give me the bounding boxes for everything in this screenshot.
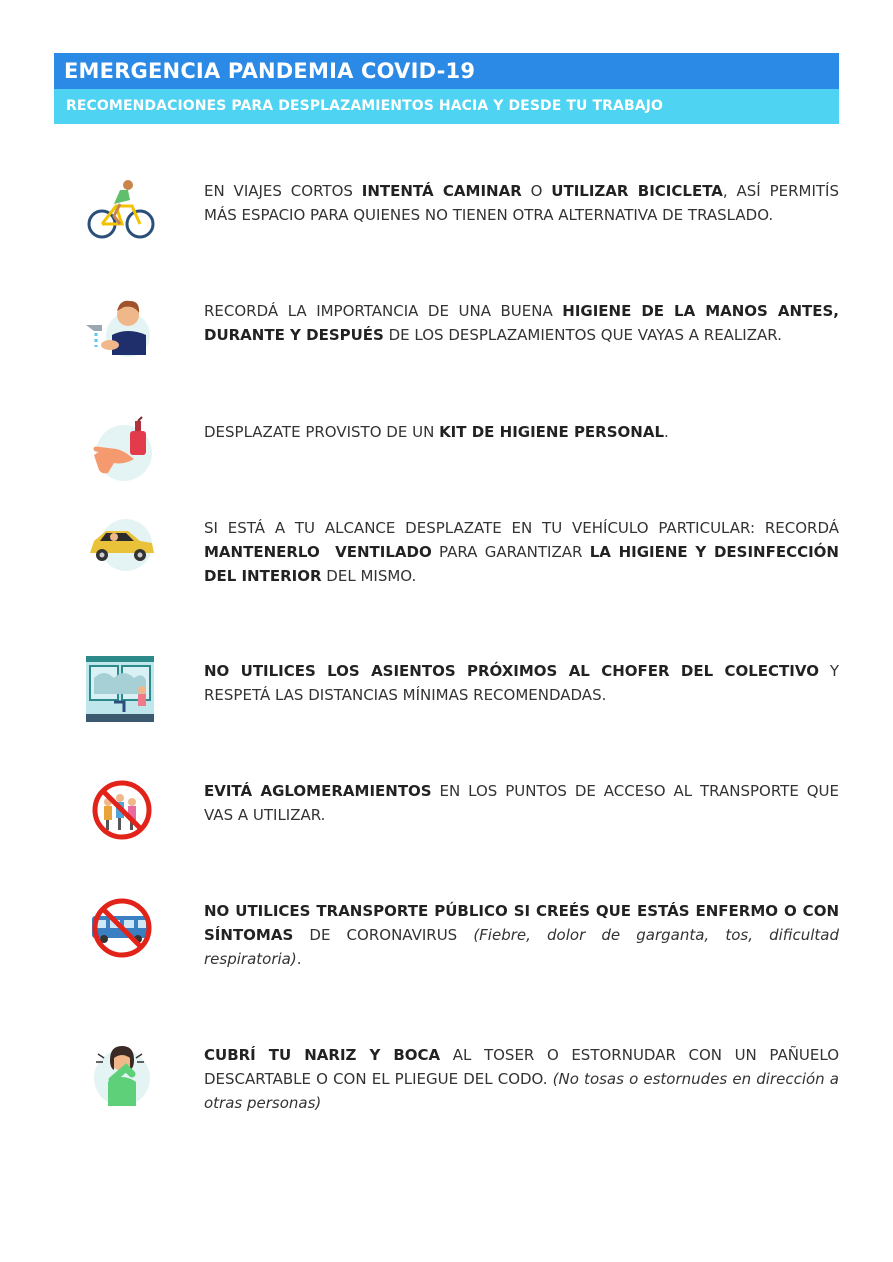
no-crowds-icon: [84, 776, 158, 846]
bold-segment: NO UTILICES TRANSPORTE PÚBLICO SI CREÉS QUE ESTÁS ENFERMO O CON SÍNTOMAS: [204, 902, 845, 944]
hand-sanitizer-icon: [84, 413, 158, 483]
header: [54, 53, 839, 124]
recommendation-text: [204, 1043, 844, 1115]
text-segment: Y RESPETÁ LAS DISTANCIAS MÍNIMAS RECOMENDADAS.: [204, 662, 844, 704]
recommendation-text: [204, 779, 844, 827]
bold-segment: CUBRÍ TU NARIZ Y BOCA: [204, 1046, 441, 1064]
text-segment: O: [521, 182, 552, 200]
bold-segment: UTILIZAR BICICLETA: [551, 182, 723, 200]
text-segment: SI ESTÁ A TU ALCANCE DESPLAZATE EN TU VEHÍCULO PARTICULAR: RECORDÁ: [204, 519, 844, 537]
cough-into-elbow-icon: [84, 1040, 158, 1110]
recommendation-text: [204, 899, 845, 971]
recommendation-text: [204, 659, 844, 707]
text-segment: .: [296, 950, 302, 968]
text-segment: PARA GARANTIZAR: [431, 543, 590, 561]
italic-segment: (Fiebre, dolor de garganta, tos, dificultad respiratoria): [204, 926, 844, 968]
page-subtitle: RECOMENDACIONES PARA DESPLAZAMIENTOS HACIA Y DESDE TU TRABAJO: [54, 89, 839, 124]
cyclist-icon: [84, 176, 158, 246]
text-segment: DESPLAZATE PROVISTO DE UN: [204, 423, 440, 441]
bold-segment: KIT DE HIGIENE PERSONAL: [439, 423, 665, 441]
text-segment: EN LOS PUNTOS DE ACCESO AL TRANSPORTE QUE VAS A UTILIZAR.: [204, 782, 844, 824]
bus-interior-icon: [84, 654, 158, 724]
car-icon: [84, 511, 158, 581]
bold-segment: EVITÁ AGLOMERAMIENTOS: [204, 782, 432, 800]
text-segment: RECORDÁ LA IMPORTANCIA DE UNA BUENA: [204, 302, 563, 320]
page-title: EMERGENCIA PANDEMIA COVID-19: [54, 53, 839, 89]
recommendation-text: [204, 299, 845, 347]
bold-segment: NO UTILICES LOS ASIENTOS PRÓXIMOS AL CHOFER DEL COLECTIVO: [204, 662, 819, 680]
text-segment: DEL MISMO.: [321, 567, 417, 585]
text-segment: AL TOSER O ESTORNUDAR CON UN PAÑUELO DESCARTABLE O CON EL PLIEGUE DEL CODO.: [204, 1046, 844, 1088]
text-segment: , ASÍ PERMITÍS MÁS ESPACIO PARA QUIENES NO TIENEN OTRA ALTERNATIVA DE TRASLADO.: [204, 182, 844, 224]
recommendation-text: [204, 516, 845, 588]
italic-segment: (No tosas o estornudes en dirección a otras personas): [204, 1070, 844, 1112]
text-segment: DE LOS DESPLAZAMIENTOS QUE VAYAS A REALIZAR.: [383, 326, 782, 344]
handwashing-icon: [84, 293, 158, 363]
text-segment: EN VIAJES CORTOS: [204, 182, 362, 200]
bold-segment: MANTENERLO VENTILADO: [204, 543, 432, 561]
recommendation-text: [204, 179, 844, 227]
text-segment: .: [664, 423, 669, 441]
bold-segment: LA HIGIENE Y DESINFECCIÓN DEL INTERIOR: [204, 543, 845, 585]
bold-segment: HIGIENE DE LA MANOS ANTES, DURANTE Y DESPUÉS: [204, 302, 845, 344]
recommendation-text: [204, 420, 839, 444]
no-bus-icon: [84, 896, 158, 966]
bold-segment: INTENTÁ CAMINAR: [361, 182, 522, 200]
text-segment: DE CORONAVIRUS: [293, 926, 474, 944]
